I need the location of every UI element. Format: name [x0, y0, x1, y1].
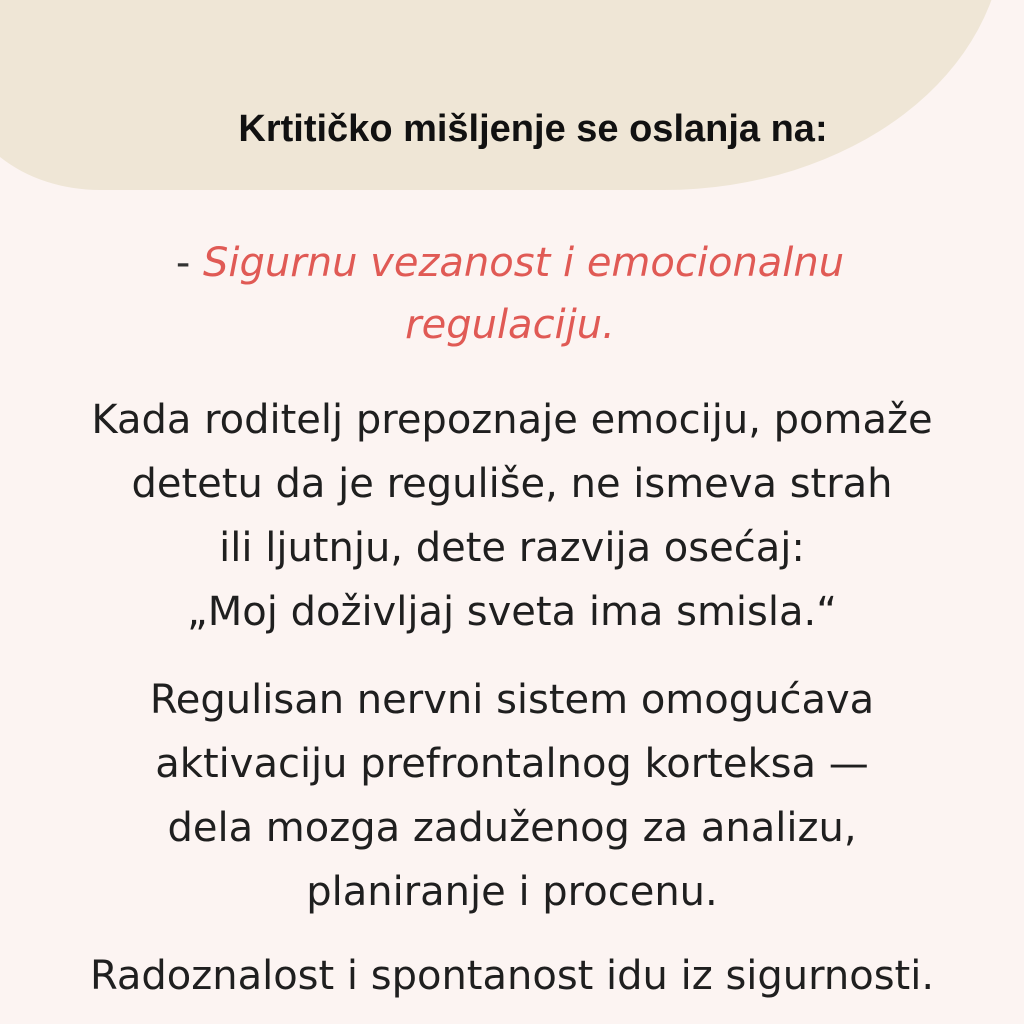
paragraph-line: detetu da je reguliše, ne ismeva strah [131, 461, 893, 507]
paragraph-line: Regulisan nervni sistem omogućava [149, 677, 875, 723]
paragraph-line: „Moj doživljaj sveta ima smisla.“ [187, 589, 837, 635]
paragraph-line: aktivaciju prefrontalnog korteksa — [155, 741, 869, 787]
paragraph-emotion-recognition [0, 388, 1024, 644]
subtitle-dash: - [175, 240, 204, 286]
subtitle-accent-line-1: Sigurnu vezanost i emocionalnu [203, 240, 845, 286]
highlighted-subtitle [100, 232, 920, 356]
subtitle-accent-line-2: regulaciju. [405, 302, 615, 348]
paragraph-curiosity [0, 944, 1024, 1008]
paragraph-line: ili ljutnju, dete razvija osećaj: [219, 525, 805, 571]
header-background-shape [0, 0, 1004, 190]
paragraph-line: planiranje i procenu. [306, 869, 718, 915]
paragraph-line: Radoznalost i spontanost idu iz sigurnosti. [89, 953, 935, 999]
paragraph-line: Kada roditelj prepoznaje emociju, pomaže [91, 397, 933, 443]
paragraph-nervous-system [0, 668, 1024, 924]
page-title: Krtitičko mišljenje se oslanja na: [238, 108, 828, 150]
paragraph-line: dela mozga zaduženog za analizu, [167, 805, 857, 851]
